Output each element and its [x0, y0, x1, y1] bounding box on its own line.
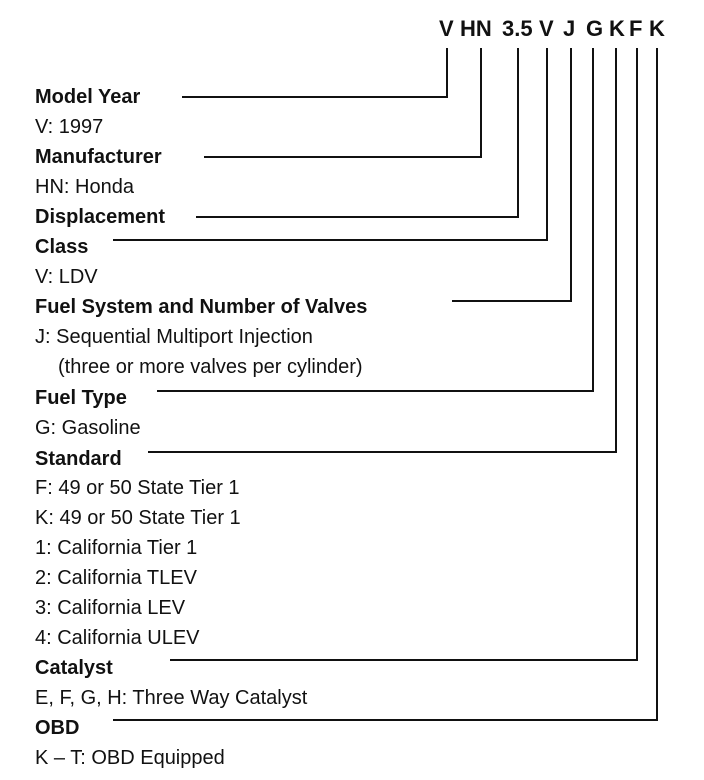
code-model-year: V — [439, 16, 454, 41]
standard-value: 4: California ULEV — [35, 627, 200, 649]
standard-value: 3: California LEV — [35, 597, 186, 619]
code-displacement: 3.5 — [502, 16, 533, 41]
connector-model-year — [182, 48, 447, 97]
fuel-type-label: Fuel Type — [35, 387, 127, 409]
connector-obd — [113, 48, 657, 720]
model-year-value: V: 1997 — [35, 116, 104, 138]
standard-value: 1: California Tier 1 — [35, 537, 198, 559]
connector-displacement — [196, 48, 518, 217]
catalyst-value: E, F, G, H: Three Way Catalyst — [35, 687, 308, 709]
displacement-label: Displacement — [35, 206, 166, 228]
fuel-system-value: J: Sequential Multiport Injection — [35, 326, 313, 348]
obd-label: OBD — [35, 717, 80, 739]
code-manufacturer: HN — [460, 16, 492, 41]
code-obd: K — [649, 16, 665, 41]
fuel-type-value: G: Gasoline — [35, 417, 141, 439]
code-standard: K — [609, 16, 625, 41]
standard-label: Standard — [35, 448, 122, 470]
manufacturer-label: Manufacturer — [35, 146, 162, 168]
fuel-system-label: Fuel System and Number of Valves — [35, 296, 368, 318]
code-class: V — [539, 16, 554, 41]
connector-catalyst — [170, 48, 637, 660]
standard-value: K: 49 or 50 State Tier 1 — [35, 507, 241, 529]
catalyst-label: Catalyst — [35, 657, 113, 679]
standard-value: F: 49 or 50 State Tier 1 — [35, 477, 240, 499]
connector-fuel-system — [452, 48, 571, 301]
model-year-label: Model Year — [35, 86, 141, 108]
fuel-system-value-note: (three or more valves per cylinder) — [58, 356, 363, 378]
code-catalyst: F — [629, 16, 643, 41]
standard-value: 2: California TLEV — [35, 567, 197, 589]
obd-value: K – T: OBD Equipped — [35, 747, 225, 769]
class-label: Class — [35, 236, 89, 258]
connector-manufacturer — [204, 48, 481, 157]
manufacturer-value: HN: Honda — [35, 176, 134, 198]
class-value: V: LDV — [35, 266, 98, 288]
code-fuel-system: J — [563, 16, 576, 41]
code-fuel-type: G — [586, 16, 604, 41]
